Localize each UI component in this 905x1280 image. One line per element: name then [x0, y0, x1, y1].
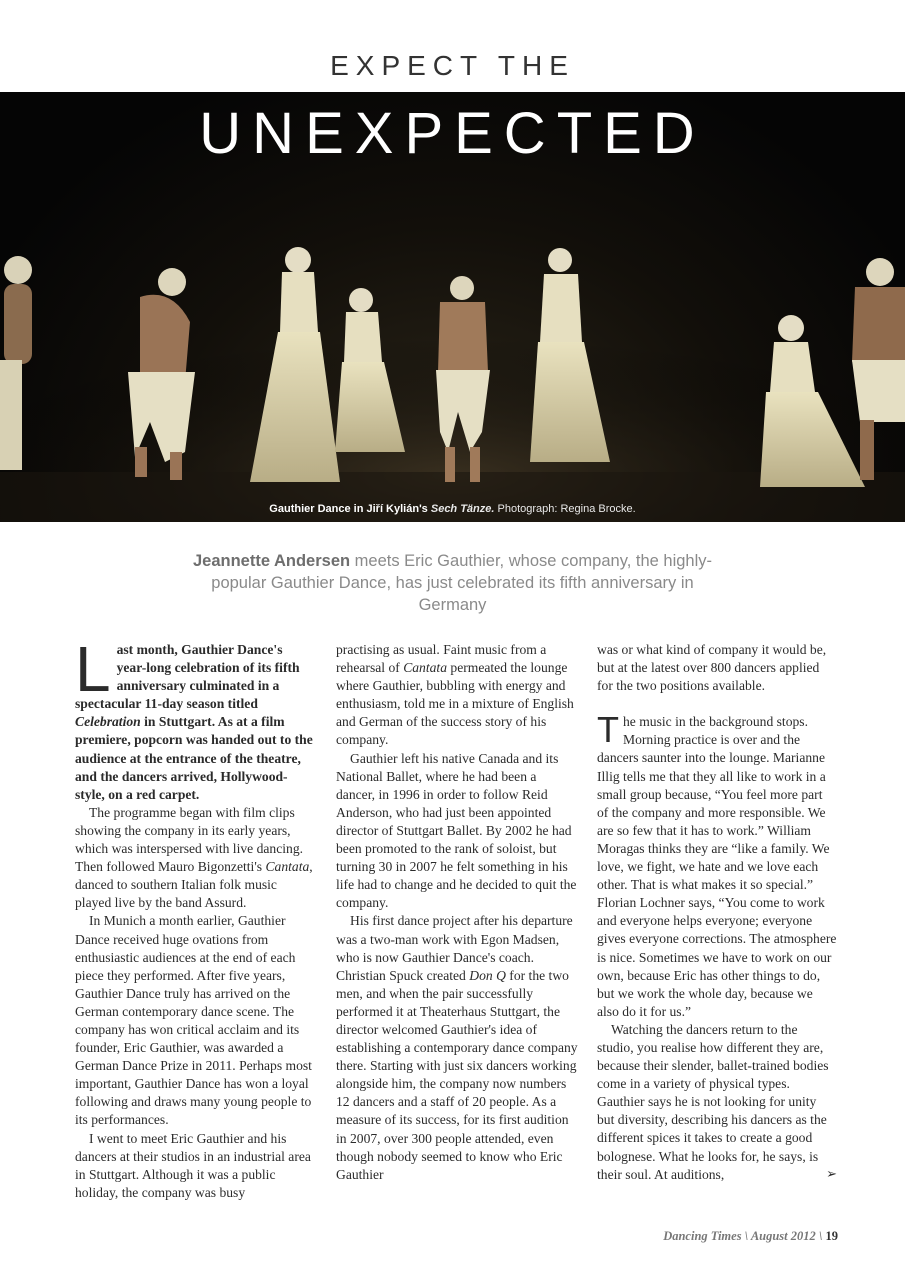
col3-p1-text: he music in the background stops. Morning practice is over and the dancers saunter into the lounge. Marianne Illig tells me that they all like to work in a small group because, “You feel more part of the company and more responsible. We are so few that it has to work.” William Moragas thinks they are “like a family. We love, we fight, we hate and we love each other. That is what makes it so special.” Florian Lochner says, “You come to work and everyone helps everyone; everyone gives everyone corrections. The atmosphere is nice. Sometimes we have to work on our own, because Eric has other things to do, but we work the whole day, because we also do it for us.” — [597, 714, 837, 1019]
page-footer — [663, 1229, 838, 1244]
standfirst-text: meets Eric Gauthier, whose company, the highly-popular Gauthier Dance, has just celebrated its fifth anniversary in Germany — [211, 552, 713, 614]
col3-paragraph-2 — [597, 1021, 837, 1184]
dropcap-t: T — [597, 709, 619, 751]
caption-photographer: Photograph: Regina Brocke. — [494, 503, 636, 515]
col2-p0-b: permeated the lounge where Gauthier, bubbling with energy and enthusiasm, told me in a mixture of English and German of the success story of his company. — [336, 660, 574, 748]
col2-paragraph-2 — [336, 912, 578, 1183]
col3-paragraph-0: was or what kind of company it would be, but at the latest over 800 dancers applied for the two positions available. — [597, 642, 827, 694]
col2-paragraph-0 — [336, 641, 578, 750]
col3-paragraph-1 — [597, 709, 837, 1021]
col1-paragraph-3: I went to meet Eric Gauthier and his dancers at their studios in an industrial area in Stuttgart. Although it was a public holiday, the company was busy — [75, 1130, 311, 1200]
footer-magazine: Dancing Times \ August 2012 \ — [663, 1229, 826, 1243]
page-number: 19 — [825, 1229, 838, 1243]
col2-p0-em: Cantata — [403, 660, 447, 676]
photo-caption — [0, 503, 905, 515]
column-1 — [75, 633, 315, 1202]
dropcap-l: L — [75, 633, 111, 705]
continue-arrow-icon: ➢ — [826, 1166, 837, 1182]
section-break — [597, 695, 837, 713]
col2-p2-a: His first dance project after his departure was a two-man work with Egon Madsen, who is now Gauthier Dance's coach. Christian Spuck created — [336, 913, 573, 983]
col2-paragraph-1: Gauthier left his native Canada and its National Ballet, where he had been a dancer, in 1996 in order to follow Reid Anderson, who had just been appointed director of Stuttgart Ballet. By 2002 he had been promoted to the rank of soloist, but turning 30 in 2007 he felt something in his life had to change and he decided to quit the company. — [336, 750, 577, 911]
intro-text-a: ast month, Gauthier Dance's year-long celebration of its fifth anniversary culminated in a spectacular 11-day season titled — [75, 642, 300, 712]
headline-main: UNEXPECTED — [199, 101, 706, 166]
col1-paragraph-2: In Munich a month earlier, Gauthier Dance received huge ovations from enthusiastic audiences at the end of each piece they performed. After five years, Gauthier Dance truly has arrived on the German contemporary dance scene. The company has won critical acclaim and its founder, Eric Gauthier, was awarded a German Dance Prize in 2011. Perhaps most important, Gauthier Dance has won a loyal following and draws many young people to its performances. — [75, 913, 312, 1128]
col2-p0-a: practising as usual. Faint music from a rehearsal of — [336, 642, 547, 676]
col1-paragraph-1 — [75, 804, 315, 913]
caption-credit-title: Gauthier Dance in Jiří Kylián's — [269, 503, 431, 515]
column-2 — [336, 641, 578, 1184]
intro-text-b: in Stuttgart. As at a film premiere, popcorn was handed out to the audience at the entrance of the theatre, and the dancers arrived, Hollywood-style, on a red carpet. — [75, 714, 313, 802]
col3-p2-text: Watching the dancers return to the studio, you realise how different they are, because their slender, ballet-trained bodies come in a variety of physical types. Gauthier says he is not looking for unity but diversity, describing his dancers as the different spices it takes to create a good bolognese. What he looks for, he says, is their soul. At auditions, — [597, 1021, 829, 1182]
headline-top: EXPECT THE — [330, 50, 575, 81]
intro-title-em: Celebration — [75, 714, 141, 730]
col1-p1-b: , danced to southern Italian folk music played live by the band Assurd. — [75, 859, 313, 911]
author-name: Jeannette Andersen — [192, 552, 351, 570]
intro-paragraph — [75, 633, 315, 804]
col2-p2-b: for the two men, and when the pair successfully performed it at Theaterhaus Stuttgart, the director welcomed Gauthier's idea of establishing a contemporary dance company there. Starting with just six dancers working alongside him, the company now numbers 12 dancers and a staff of 20 people. As a measure of its success, for its first audition in 2007, over 300 people attended, even though nobody seemed to know who Eric Gauthier — [336, 967, 578, 1182]
col2-p2-em: Don Q — [469, 967, 506, 983]
caption-work-title: Sech Tänze. — [430, 503, 495, 515]
column-3 — [597, 641, 837, 1184]
col1-p1-a: The programme began with film clips showing the company in its early years, which was interspersed with live dancing. Then followed Mauro Bigonzetti's — [75, 804, 304, 875]
col1-p1-em: Cantata — [265, 859, 310, 875]
standfirst — [180, 550, 725, 616]
